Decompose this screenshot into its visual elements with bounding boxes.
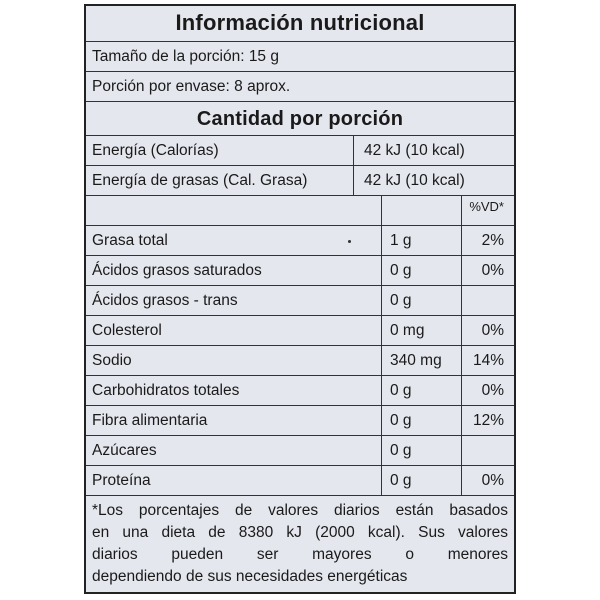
nutrient-qty: 0 g xyxy=(382,286,462,315)
section-heading: Cantidad por porción xyxy=(86,102,514,136)
nutrient-qty: 0 g xyxy=(382,466,462,495)
nutrient-vd: 14% xyxy=(472,351,504,369)
nutrient-name: Carbohidratos totales xyxy=(86,376,382,405)
energy-fat-name: Energía de grasas (Cal. Grasa) xyxy=(86,166,354,195)
nutrient-vd: 0% xyxy=(481,261,504,279)
nutrient-row xyxy=(86,286,514,316)
vd-header-blank-qty xyxy=(382,196,462,225)
nutrient-vd xyxy=(462,436,514,465)
nutrient-qty: 0 g xyxy=(382,376,462,405)
nutrition-label xyxy=(84,4,516,594)
nutrient-row xyxy=(86,376,514,406)
footnote-line: diarios pueden ser mayores o menores xyxy=(92,546,508,563)
energy-name: Energía (Calorías) xyxy=(86,136,354,165)
footnote-line: en una dieta de 8380 kJ (2000 kcal). Sus valores xyxy=(92,524,508,541)
nutrient-row xyxy=(86,226,514,256)
energy-fat-value: 42 kJ (10 kcal) xyxy=(364,171,465,189)
energy-value: 42 kJ (10 kcal) xyxy=(364,141,465,159)
footnote-line: *Los porcentajes de valores diarios están basados xyxy=(92,502,508,519)
nutrient-name: Ácidos grasos saturados xyxy=(86,256,382,285)
nutrient-name: Fibra alimentaria xyxy=(86,406,382,435)
vd-header: %VD* xyxy=(469,199,504,214)
nutrient-name: Azúcares xyxy=(86,436,382,465)
nutrient-name: Colesterol xyxy=(86,316,382,345)
nutrient-vd: 0% xyxy=(481,471,504,489)
nutrient-name: Grasa total xyxy=(86,226,382,255)
nutrient-name: Proteína xyxy=(86,466,382,495)
print-speck xyxy=(348,240,351,243)
nutrient-vd xyxy=(462,286,514,315)
nutrient-row xyxy=(86,406,514,436)
footnote xyxy=(86,496,514,588)
nutrient-name: Ácidos grasos - trans xyxy=(86,286,382,315)
nutrient-row xyxy=(86,436,514,466)
footnote-line: dependiendo de sus necesidades energéticas xyxy=(92,568,408,585)
nutrient-qty: 0 g xyxy=(382,436,462,465)
nutrient-vd: 12% xyxy=(472,411,504,429)
nutrient-name: Sodio xyxy=(86,346,382,375)
nutrient-qty: 0 mg xyxy=(382,316,462,345)
vd-header-row xyxy=(86,196,514,226)
vd-header-blank-name xyxy=(86,196,382,225)
nutrient-row xyxy=(86,346,514,376)
nutrient-row xyxy=(86,256,514,286)
energy-fat-row xyxy=(86,166,514,196)
servings-per-container: Porción por envase: 8 aprox. xyxy=(86,72,514,102)
nutrient-row xyxy=(86,466,514,496)
nutrient-row xyxy=(86,316,514,346)
nutrient-qty: 340 mg xyxy=(382,346,462,375)
serving-size: Tamaño de la porción: 15 g xyxy=(86,42,514,72)
nutrient-qty: 0 g xyxy=(382,256,462,285)
nutrient-vd: 0% xyxy=(481,381,504,399)
nutrient-vd: 0% xyxy=(481,321,504,339)
nutrient-qty: 0 g xyxy=(382,406,462,435)
nutrient-qty: 1 g xyxy=(382,226,462,255)
nutrient-vd: 2% xyxy=(481,231,504,249)
energy-row xyxy=(86,136,514,166)
label-title: Información nutricional xyxy=(86,6,514,42)
